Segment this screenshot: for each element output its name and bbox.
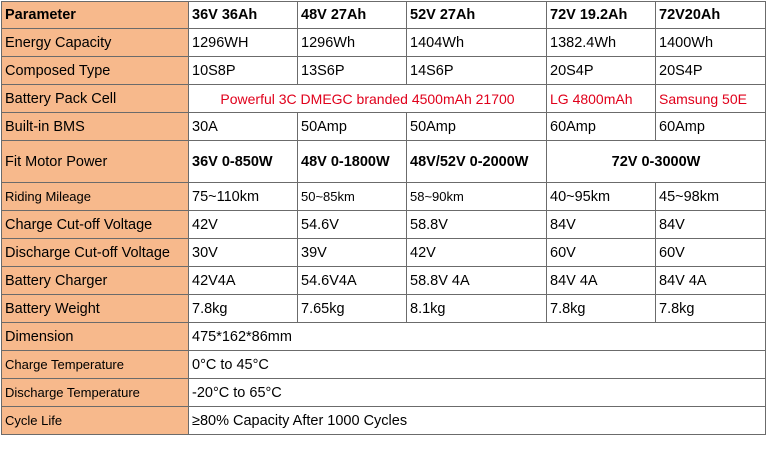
cell-value: 42V: [189, 211, 298, 239]
cell-value: 58~90km: [407, 183, 547, 211]
cell-value: 30A: [189, 113, 298, 141]
cell-value: 475*162*86mm: [189, 323, 766, 351]
cell-value: 7.8kg: [656, 295, 766, 323]
header-parameter: Parameter: [2, 2, 189, 29]
header-col-72v-192: 72V 19.2Ah: [547, 2, 656, 29]
header-col-36v: 36V 36Ah: [189, 2, 298, 29]
cell-value: 30V: [189, 239, 298, 267]
cell-value: 1400Wh: [656, 29, 766, 57]
row-label: Battery Charger: [2, 267, 189, 295]
row-label: Battery Pack Cell: [2, 85, 189, 113]
cell-value: 20S4P: [656, 57, 766, 85]
cell-value: 48V 0-1800W: [298, 141, 407, 183]
header-col-52v: 52V 27Ah: [407, 2, 547, 29]
cell-value: 39V: [298, 239, 407, 267]
cell-value: 84V 4A: [547, 267, 656, 295]
cell-value: 13S6P: [298, 57, 407, 85]
row-label: Battery Weight: [2, 295, 189, 323]
cell-value: 60Amp: [656, 113, 766, 141]
cell-value: 1382.4Wh: [547, 29, 656, 57]
row-label: Energy Capacity: [2, 29, 189, 57]
cell-value: 40~95km: [547, 183, 656, 211]
header-col-72v-20: 72V20Ah: [656, 2, 766, 29]
cell-value: 45~98km: [656, 183, 766, 211]
cell-value: 60Amp: [547, 113, 656, 141]
row-label: Charge Temperature: [2, 351, 189, 379]
row-dimension: [2, 323, 766, 351]
cell-value: 58.8V 4A: [407, 267, 547, 295]
header-row: [2, 2, 766, 29]
cell-value: 42V: [407, 239, 547, 267]
cell-value-samsung: Samsung 50E: [656, 85, 766, 113]
cell-value: 36V 0-850W: [189, 141, 298, 183]
cell-value: 54.6V: [298, 211, 407, 239]
cell-value: ≥80% Capacity After 1000 Cycles: [189, 407, 766, 435]
cell-value: 54.6V4A: [298, 267, 407, 295]
cell-value: 84V 4A: [656, 267, 766, 295]
row-discharge-cutoff: [2, 239, 766, 267]
cell-value: 1296WH: [189, 29, 298, 57]
cell-value: 1404Wh: [407, 29, 547, 57]
cell-value: 20S4P: [547, 57, 656, 85]
cell-value: 50Amp: [298, 113, 407, 141]
cell-value: 14S6P: [407, 57, 547, 85]
row-battery-weight: [2, 295, 766, 323]
row-label: Riding Mileage: [2, 183, 189, 211]
cell-value: 7.8kg: [547, 295, 656, 323]
cell-value-dmegc: Powerful 3C DMEGC branded 4500mAh 21700: [189, 85, 547, 113]
cell-value: 42V4A: [189, 267, 298, 295]
row-riding-mileage: [2, 183, 766, 211]
cell-value: 50~85km: [298, 183, 407, 211]
row-label: Charge Cut-off Voltage: [2, 211, 189, 239]
row-battery-pack-cell: [2, 85, 766, 113]
cell-value: 0°C to 45°C: [189, 351, 766, 379]
row-charge-temperature: [2, 351, 766, 379]
cell-value-72v-motor: 72V 0-3000W: [547, 141, 766, 183]
row-label: Built-in BMS: [2, 113, 189, 141]
cell-value-lg: LG 4800mAh: [547, 85, 656, 113]
row-discharge-temperature: [2, 379, 766, 407]
cell-value: 7.65kg: [298, 295, 407, 323]
cell-value: 1296Wh: [298, 29, 407, 57]
cell-value: 8.1kg: [407, 295, 547, 323]
cell-value: 60V: [656, 239, 766, 267]
row-label: Discharge Cut-off Voltage: [2, 239, 189, 267]
row-battery-charger: [2, 267, 766, 295]
row-label: Dimension: [2, 323, 189, 351]
row-energy-capacity: [2, 29, 766, 57]
cell-value: 58.8V: [407, 211, 547, 239]
header-col-48v: 48V 27Ah: [298, 2, 407, 29]
cell-value: 10S8P: [189, 57, 298, 85]
cell-value: 60V: [547, 239, 656, 267]
row-label: Discharge Temperature: [2, 379, 189, 407]
cell-value: 84V: [547, 211, 656, 239]
row-label: Fit Motor Power: [2, 141, 189, 183]
row-fit-motor-power: [2, 141, 766, 183]
row-label: Cycle Life: [2, 407, 189, 435]
row-composed-type: [2, 57, 766, 85]
battery-spec-table: [1, 1, 766, 435]
cell-value: -20°C to 65°C: [189, 379, 766, 407]
cell-value: 75~110km: [189, 183, 298, 211]
row-cycle-life: [2, 407, 766, 435]
cell-value: 48V/52V 0-2000W: [407, 141, 547, 183]
row-built-in-bms: [2, 113, 766, 141]
row-charge-cutoff: [2, 211, 766, 239]
cell-value: 7.8kg: [189, 295, 298, 323]
cell-value: 84V: [656, 211, 766, 239]
cell-value: 50Amp: [407, 113, 547, 141]
row-label: Composed Type: [2, 57, 189, 85]
